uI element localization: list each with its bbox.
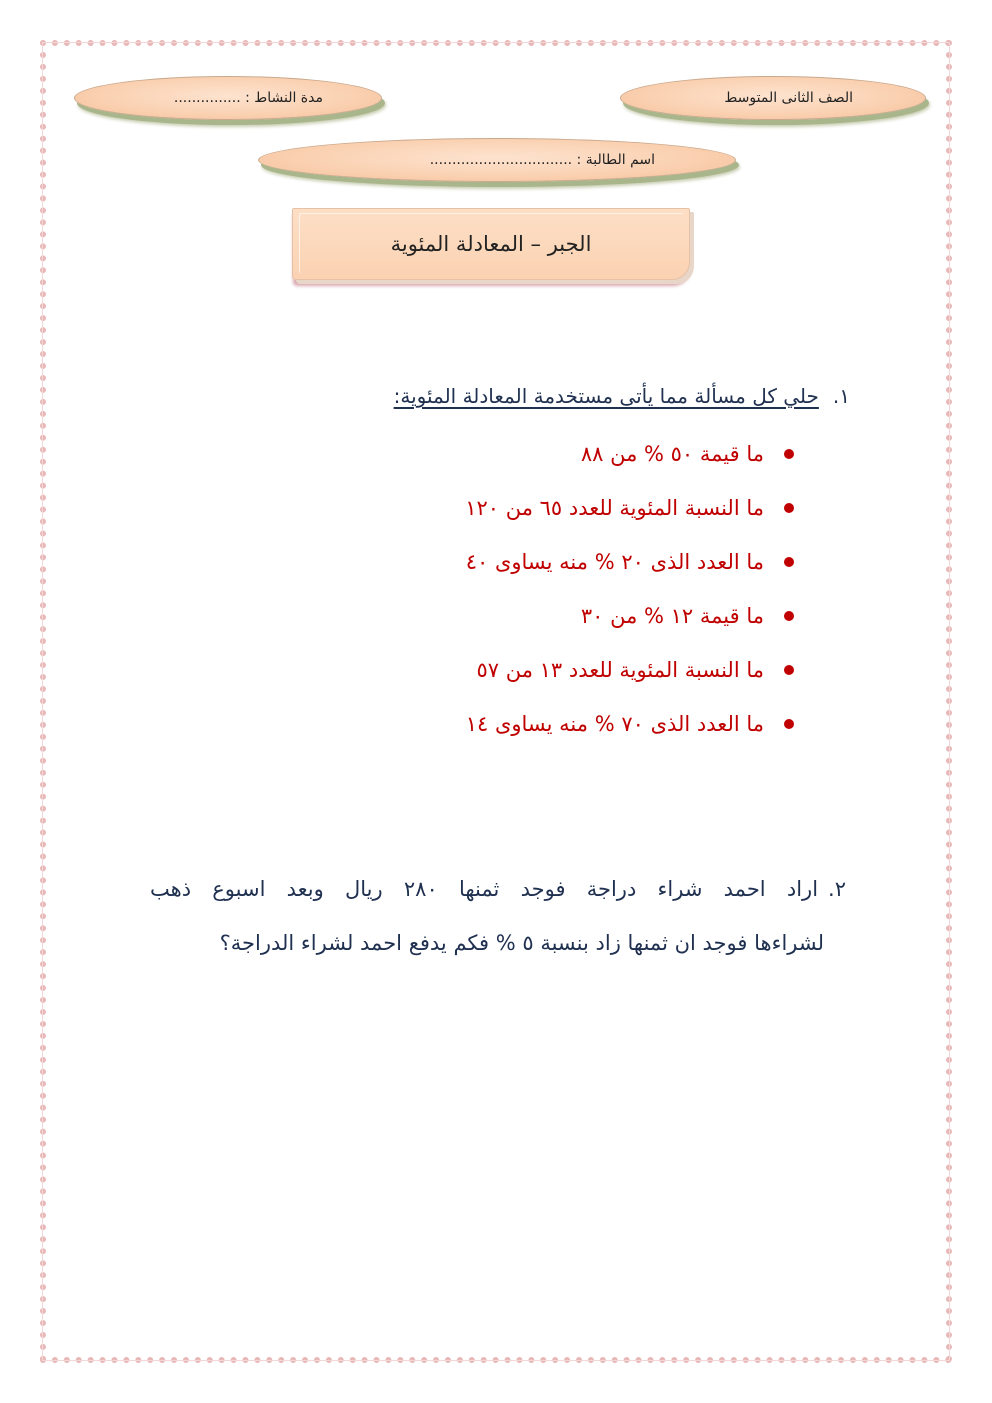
list-item	[465, 544, 794, 598]
list-item	[465, 490, 794, 544]
question1-items	[465, 436, 794, 760]
question2-line2: لشراءها فوجد ان ثمنها زاد بنسبة ٥ % فكم يدفع احمد لشراء الدراجة؟	[219, 931, 824, 955]
question2	[150, 862, 846, 970]
grade-label: الصف الثانى المتوسط	[724, 90, 853, 106]
item-text: ما العدد الذى ٢٠ % منه يساوى ٤٠	[465, 550, 764, 574]
duration-label: مدة النشاط : ...............	[173, 90, 323, 106]
list-item	[465, 436, 794, 490]
student-name-label: اسم الطالبة : ................................	[429, 152, 655, 168]
title-banner	[292, 208, 690, 280]
list-item	[465, 598, 794, 652]
page-title: الجبر – المعادلة المئوية	[390, 232, 592, 256]
bullet-icon	[784, 611, 794, 621]
question2-line1: اراد احمد شراء دراجة فوجد ثمنها ٢٨٠ ريال وبعد اسبوع ذهب	[150, 877, 819, 901]
student-name-oval	[258, 138, 736, 182]
duration-oval	[74, 76, 382, 120]
bullet-icon	[784, 557, 794, 567]
item-text: ما العدد الذى ٧٠ % منه يساوى ١٤	[465, 712, 764, 736]
bullet-icon	[784, 719, 794, 729]
question1-heading	[394, 384, 850, 408]
list-item	[465, 706, 794, 760]
grade-oval	[620, 76, 926, 120]
item-text: ما قيمة ٥٠ % من ٨٨	[580, 442, 764, 466]
list-item	[465, 652, 794, 706]
bullet-icon	[784, 503, 794, 513]
item-text: ما النسبة المئوية للعدد ١٣ من ٥٧	[476, 658, 764, 682]
item-text: ما النسبة المئوية للعدد ٦٥ من ١٢٠	[465, 496, 764, 520]
question2-line1-wrap	[150, 862, 846, 916]
question2-number: ٢.	[828, 877, 846, 901]
question1-instruction: حلي كل مسألة مما يأتى مستخدمة المعادلة المئوية:	[393, 384, 819, 408]
bullet-icon	[784, 665, 794, 675]
bullet-icon	[784, 449, 794, 459]
item-text: ما قيمة ١٢ % من ٣٠	[580, 604, 764, 628]
question1-number: ١.	[832, 384, 850, 408]
